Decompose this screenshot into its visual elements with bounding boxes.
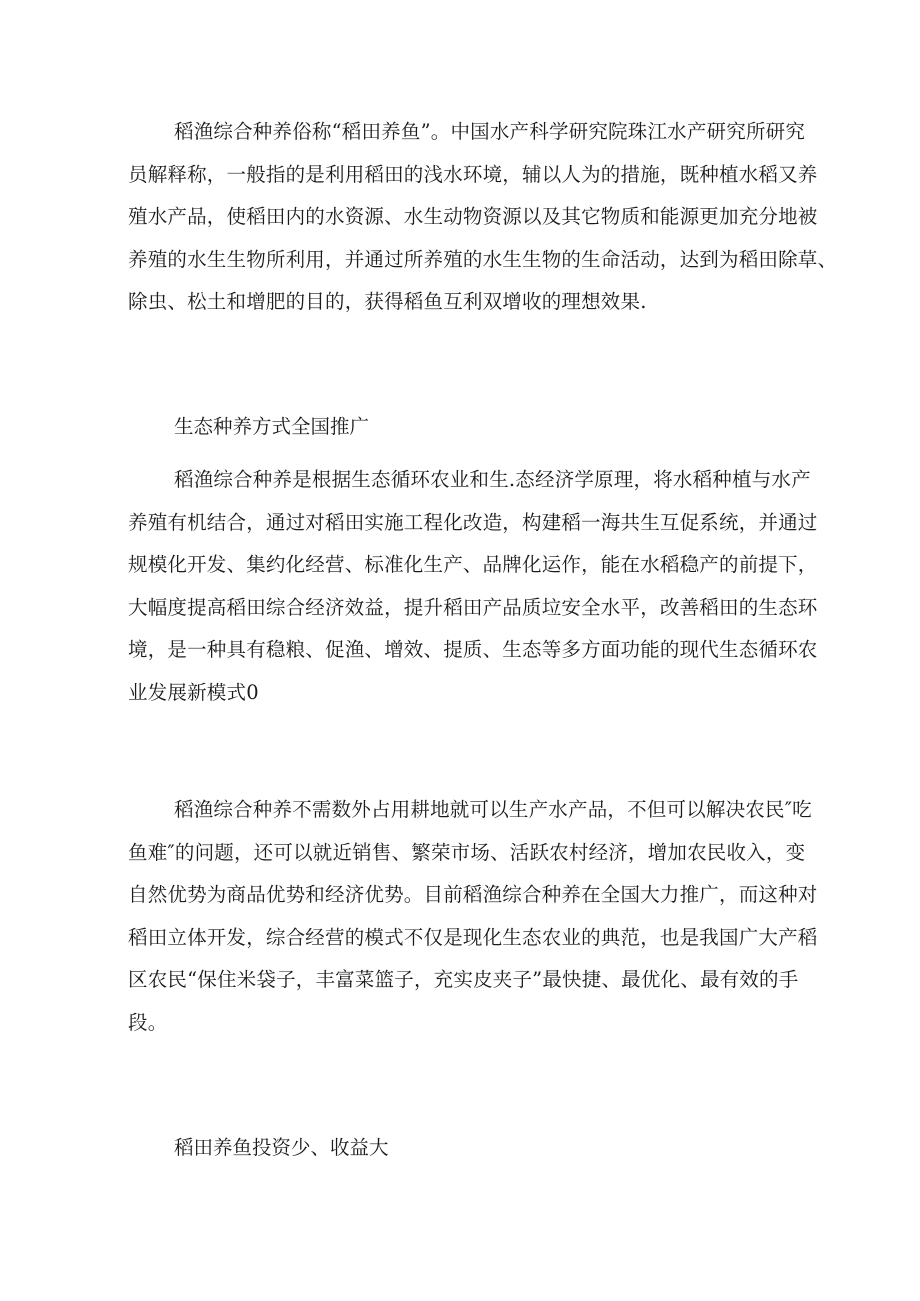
paragraph-line: 鱼难″的问题，还可以就近销售、繁荣市场、活跃农村经济，增加农民收入，变	[128, 840, 806, 864]
paragraph-line: 自然优势为商品优势和经济优势。目前稻渔综合种养在全国大力推广，而这种对	[128, 883, 818, 907]
paragraph-line: 区农民“保住米袋子，丰富菜篮子，充实皮夹子”最快捷、最优化、最有效的手	[128, 968, 799, 992]
paragraph-line: 殖水产品，使稻田内的水资源、水生动物资源以及其它物质和能源更加充分地被	[128, 205, 818, 229]
paragraph-line: 段。	[128, 1010, 168, 1034]
paragraph-line: 稻渔综合种养不需数外占用耕地就可以生产水产品，不但可以解决农民″吃	[174, 798, 812, 821]
section-heading-ecological-promotion: 生态种养方式全国推广	[174, 415, 370, 438]
paragraph-line: 稻渔综合种养是根据生态循环农业和生.态经济学原理，将水稻种植与水产	[174, 468, 811, 491]
paragraph-line: 大幅度提高稻田综合经济效益，提升稻田产品质垃安全水平，改善稻田的生态环	[128, 595, 818, 619]
paragraph-rice-fish-definition	[128, 111, 837, 324]
paragraph-line: 员解释称，一般指的是利用稻田的浅水环境，辅以人为的措施，既种植水稻又养	[128, 162, 818, 186]
paragraph-line: 养殖有机结合，通过对稻田实施工程化改造，构建稻一海共生互促系统，并通过	[128, 510, 818, 534]
paragraph-farmer-benefits	[128, 789, 818, 1045]
paragraph-line: 业发展新模式0	[128, 680, 259, 704]
paragraph-line: 养殖的水生生物所利用，并通过所养殖的水生生物的生命活动，达到为稻田除草、	[128, 247, 838, 271]
paragraph-line: 稻渔综合种养俗称“稻田养鱼”。中国水产科学研究院珠江水产研究所研究	[174, 120, 806, 143]
paragraph-line: 稻田立体开发，综合经营的模式不仅是现化生态农业的典范，也是我国广大产稻	[128, 925, 818, 949]
paragraph-ecological-model	[128, 459, 818, 715]
paragraph-line: 规模化开发、集约化经营、标准化生产、品牌化运作，能在水稻稳产的前提下，	[128, 553, 818, 577]
paragraph-line: 境，是一种具有稳粮、促渔、增效、提质、生态等多方面功能的现代生态循环农	[128, 638, 818, 662]
section-heading-low-investment: 稻田养鱼投资少、收益大	[174, 1136, 389, 1159]
paragraph-line: 除虫、松土和增肥的目的，获得稻鱼互利双增收的理想效果.	[128, 290, 647, 314]
